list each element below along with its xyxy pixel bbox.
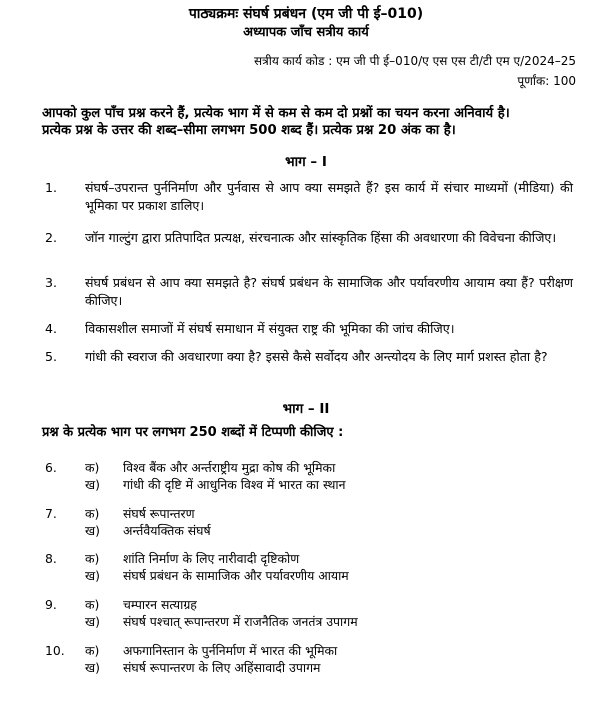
question-number: 10. (45, 643, 65, 658)
assignment-subtitle: अध्यापक जाँच सत्रीय कार्य (243, 25, 369, 40)
sub-question-b (45, 567, 573, 584)
question-number: 1. (45, 180, 58, 195)
total-marks: पूर्णांक: 100 (517, 74, 576, 88)
sub-label: क) (85, 643, 100, 658)
sub-question-b (45, 659, 573, 676)
sub-text: संघर्ष पश्चात् रूपान्तरण में राजनैतिक जनतंत्र उपागम (123, 614, 358, 629)
sub-text: संघर्ष रूपान्तरण के लिए अहिंसावादी उपागम (123, 660, 321, 675)
sub-label: क) (85, 551, 100, 566)
sub-text: अर्न्तवैयक्तिक संघर्ष (123, 523, 211, 538)
question-text: संघर्ष प्रबंधन से आप क्या समझते है? संघर्ष प्रबंधन के सामाजिक और पर्यावरणीय आयाम क्या हैं? परीक्षण कीजिए। (85, 275, 573, 308)
sub-text: अफगानिस्तान के पुर्ननिर्माण में भारत की भूमिका (123, 643, 338, 658)
sub-question-b (45, 476, 573, 493)
sub-text: चम्पारन सत्याग्रह (123, 597, 197, 612)
part-2-instruction: प्रश्न के प्रत्येक भाग पर लगभग 250 शब्दों में टिप्पणी कीजिए : (42, 425, 344, 440)
sub-label: ख) (85, 523, 100, 538)
question-number: 5. (45, 349, 58, 364)
part-2-title: भाग – II (282, 401, 330, 417)
sub-label: ख) (85, 614, 100, 629)
question-number: 6. (45, 460, 57, 475)
question-number: 8. (45, 551, 57, 566)
sub-question-a (45, 596, 573, 613)
sub-text: शांति निर्माण के लिए नारीवादी दृष्टिकोण (123, 551, 300, 566)
sub-label: क) (85, 597, 100, 612)
sub-text: संघर्ष रूपान्तरण (123, 506, 195, 521)
question-9 (45, 596, 573, 630)
instruction-line-2: प्रत्येक प्रश्न के उत्तर की शब्द–सीमा लगभग 500 शब्द हैं। प्रत्येक प्रश्न 20 अंक का है। (42, 123, 456, 138)
question-number: 7. (45, 506, 57, 521)
question-text: संघर्ष–उपरान्त पुर्ननिर्माण और पुर्नवास से आप क्या समझते हैं? इस कार्य में संचार माध्यमों (मीडिया) की भूमिका पर प्रकाश डालिए। (85, 180, 573, 213)
instruction-line-1: आपको कुल पाँच प्रश्न करने हैं, प्रत्येक भाग में से कम से कम दो प्रश्नों का चयन करना अनिवार्य है। (42, 106, 510, 121)
question-7 (45, 505, 573, 539)
sub-question-b (45, 522, 573, 539)
question-text: जॉन गाल्टुंग द्वारा प्रतिपादित प्रत्यक्ष, संरचनात्क और सांस्कृतिक हिंसा की अवधारणा की विवेचना कीजिए। (85, 230, 557, 245)
question-6 (45, 459, 573, 493)
assignment-code: सत्रीय कार्य कोड : एम जी पी ई–010/ए एस एस टी/टी एम ए/2024–25 (253, 54, 576, 68)
question-number: 4. (45, 321, 58, 336)
question-number: 3. (45, 275, 58, 290)
sub-question-a (45, 550, 573, 567)
sub-text: विश्व बैंक और अर्न्तराष्ट्रीय मुद्रा कोष की भूमिका (123, 460, 336, 475)
sub-question-b (45, 613, 573, 630)
question-text: गांधी की स्वराज की अवधारणा क्या है? इससे कैसे सर्वोदय और अन्त्योदय के लिए मार्ग प्रशस्त होता है? (85, 349, 548, 364)
sub-text: संघर्ष प्रबंधन के सामाजिक और पर्यावरणीय आयाम (123, 568, 349, 583)
sub-label: ख) (85, 660, 100, 675)
sub-question-a (45, 459, 573, 476)
sub-label: क) (85, 460, 100, 475)
question-10 (45, 642, 573, 676)
question-number: 9. (45, 597, 57, 612)
sub-label: क) (85, 506, 100, 521)
part-1-title: भाग – I (285, 154, 327, 170)
question-8 (45, 550, 573, 584)
sub-question-a (45, 505, 573, 522)
sub-question-a (45, 642, 573, 659)
sub-text: गांधी की दृष्टि में आधुनिक विश्व में भारत का स्थान (123, 477, 346, 492)
course-title: पाठ्यक्रमः संघर्ष प्रबंधन (एम जी पी ई–010) (188, 6, 424, 22)
sub-label: ख) (85, 477, 100, 492)
question-number: 2. (45, 230, 58, 245)
sub-label: ख) (85, 568, 100, 583)
question-text: विकासशील समाजों में संघर्ष समाधान में संयुक्त राष्ट्र की भूमिका की जांच कीजिए। (85, 321, 455, 336)
